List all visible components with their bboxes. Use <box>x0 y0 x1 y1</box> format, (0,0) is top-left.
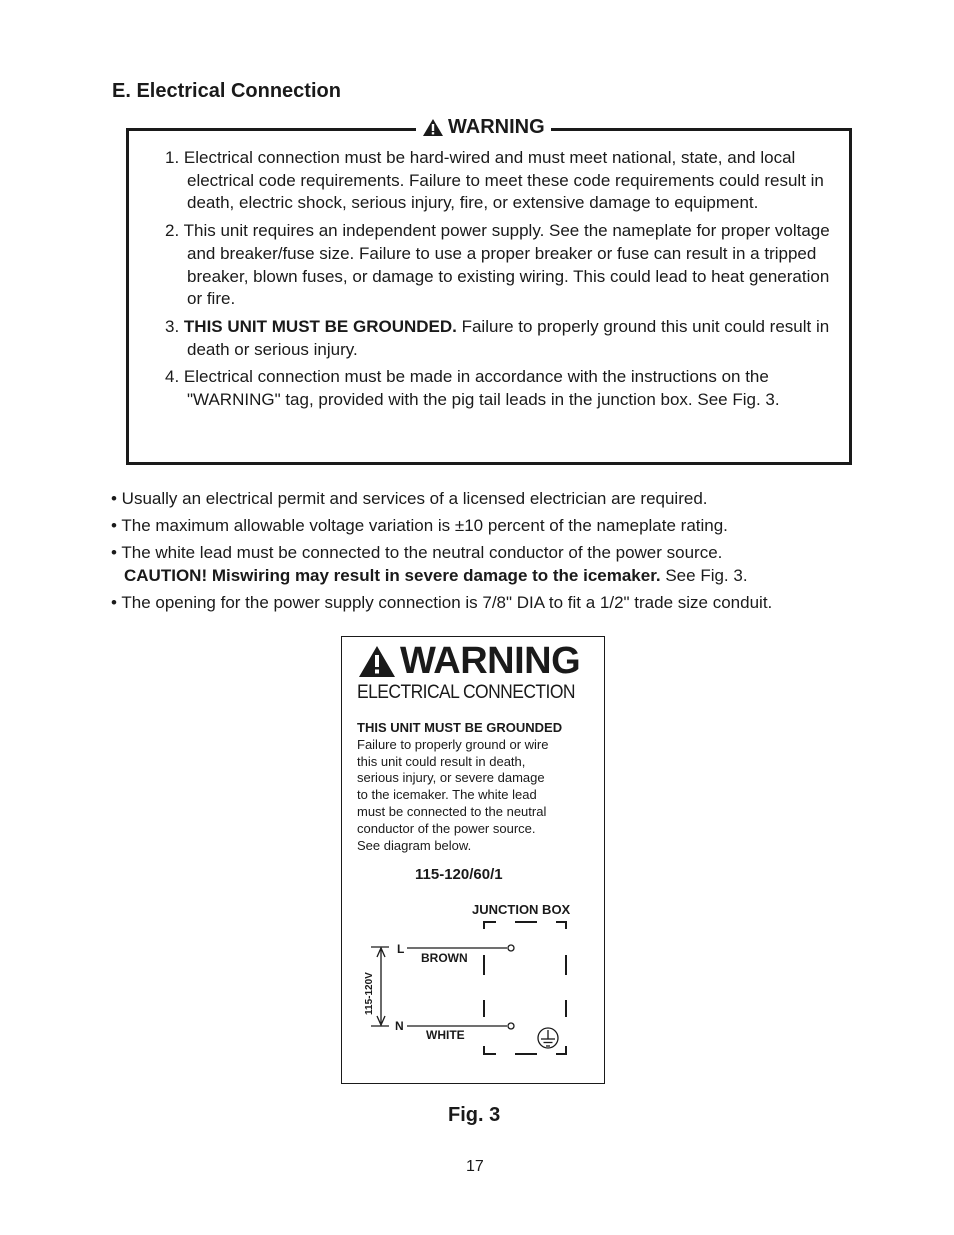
warning-triangle-icon <box>422 118 444 137</box>
line-label: L <box>397 942 405 956</box>
warning-item-4: 4. Electrical connection must be made in accordance with the instructions on the "WARNING" tag, provided with the pig tail leads in the junction box. See Fig. 3. <box>165 367 780 410</box>
white-wire-terminal <box>508 1023 514 1029</box>
bullet-list <box>111 488 871 619</box>
voltage-label: 115-120V <box>364 972 375 1015</box>
tag-body-line: See diagram below. <box>357 837 472 853</box>
warning-box-header <box>416 116 551 139</box>
bullet-item-white-lead: • The white lead must be connected to the neutral conductor of the power source. CAUTION! Miswiring may result in severe damage to the icemaker. See Fig. 3. <box>111 543 748 585</box>
tag-title: WARNING <box>358 640 580 683</box>
tag-body-line: conductor of the power source. <box>357 820 536 836</box>
section-title: E. Electrical Connection <box>112 80 341 102</box>
warning-item-1: 1. Electrical connection must be hard-wired and must meet national, state, and local electrical code requirements. Failure to meet these code requirements could result in death, electric shock, serious injury, fire, or extensive damage to equipment. <box>165 148 824 213</box>
warning-list <box>165 147 830 417</box>
neutral-label: N <box>395 1019 404 1033</box>
junction-box-label: JUNCTION BOX <box>472 902 571 917</box>
ground-icon <box>538 1028 558 1048</box>
bullet-item-permit: • Usually an electrical permit and services of a licensed electrician are required. <box>111 489 708 508</box>
brown-label: BROWN <box>421 951 468 965</box>
bullet-item-voltage: • The maximum allowable voltage variation is ±10 percent of the nameplate rating. <box>111 516 728 535</box>
wiring-diagram <box>341 895 605 1075</box>
grounded-emphasis: THIS UNIT MUST BE GROUNDED. <box>183 316 457 336</box>
brown-wire-terminal <box>508 945 514 951</box>
caution-text: CAUTION! Miswiring may result in severe damage to the icemaker. <box>124 565 661 585</box>
tag-voltage-spec: 115-120/60/1 <box>415 866 503 883</box>
warning-triangle-icon <box>358 645 396 678</box>
bullet-item-opening: • The opening for the power supply connection is 7/8" DIA to fit a 1/2" trade size conduit. <box>111 592 773 612</box>
white-label: WHITE <box>426 1028 465 1042</box>
tag-body-line: Failure to properly ground or wire <box>357 736 549 752</box>
tag-subtitle: ELECTRICAL CONNECTION <box>357 682 575 703</box>
tag-body <box>357 720 592 854</box>
tag-body-line: must be connected to the neutral <box>357 803 547 819</box>
warning-item-2: 2. This unit requires an independent power supply. See the nameplate for proper voltage and breaker/fuse size. Failure to use a proper breaker or fuse can result in a tripped breaker, blown fuses, or damage to existing wiring. This could lead to heat generation or fire. <box>165 221 830 309</box>
tag-body-line: serious injury, or severe damage <box>357 770 545 786</box>
page-number: 17 <box>466 1158 484 1175</box>
tag-body-line: to the icemaker. The white lead <box>357 787 537 803</box>
warning-item-3: 3. THIS UNIT MUST BE GROUNDED. Failure to properly ground this unit could result in death or serious injury. <box>165 316 830 359</box>
tag-body-line: this unit could result in death, <box>357 753 526 769</box>
figure-caption: Fig. 3 <box>448 1104 501 1126</box>
tag-grounded-heading: THIS UNIT MUST BE GROUNDED <box>357 720 563 735</box>
warning-box-title: WARNING <box>448 116 545 138</box>
junction-box-outline <box>484 922 566 1054</box>
